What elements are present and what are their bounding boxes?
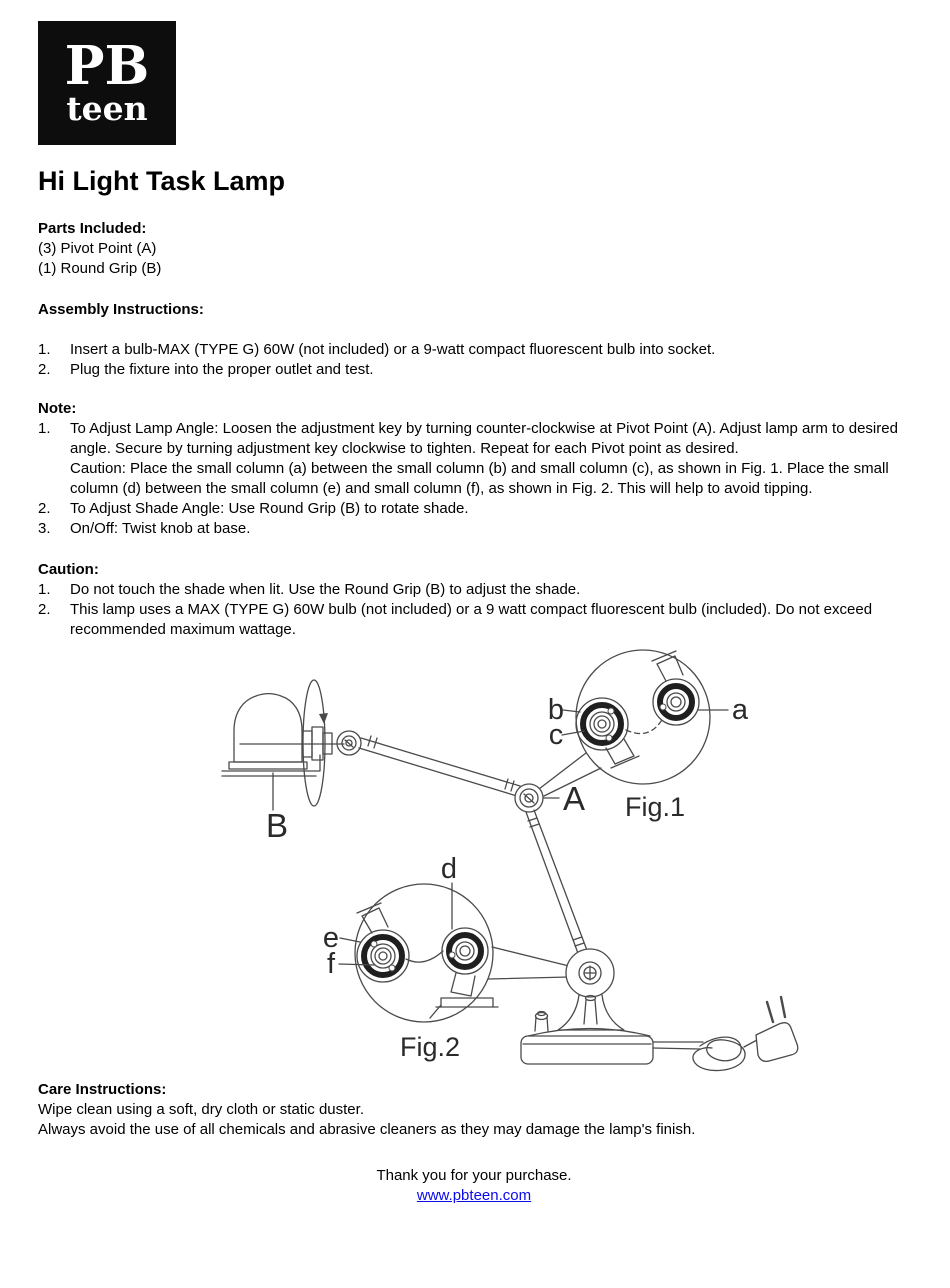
caution-heading: Caution:: [38, 561, 99, 578]
list-text: To Adjust Shade Angle: Use Round Grip (B) to rotate shade.: [70, 500, 469, 517]
note-item-text: To Adjust Lamp Angle: Loosen the adjustment key by turning counter-clockwise at Pivot Point (A). Adjust lamp arm to desired angle. Secure by turning adjustment key clockwise to tighten. Repeat for each Pivot point as desired.: [70, 420, 898, 457]
shade-plate: [229, 762, 307, 769]
fig2-callout: [339, 883, 569, 1022]
list-text: Insert a bulb-MAX (TYPE G) 60W (not included) or a 9-watt compact fluorescent bulb into socket.: [70, 341, 716, 358]
pbteen-link[interactable]: www.pbteen.com: [416, 1187, 532, 1204]
label-d: d: [440, 853, 458, 885]
page-title: Hi Light Task Lamp: [38, 166, 286, 196]
label-b: b: [547, 694, 565, 726]
logo-line-teen: teen: [66, 89, 148, 128]
label-f: f: [326, 948, 336, 980]
shade-dome: [234, 694, 302, 762]
fig1-caption: Fig.1: [624, 792, 686, 822]
list-text: This lamp uses a MAX (TYPE G) 60W bulb (not included) or a 9 watt compact fluorescent bulb (included). Do not exceed recommended maximum wattage.: [70, 601, 873, 638]
care-heading: Care Instructions:: [38, 1081, 167, 1098]
assembly-step: [38, 360, 910, 380]
list-number: 3.: [38, 520, 51, 537]
list-number: 2.: [38, 601, 51, 618]
label-A: A: [563, 780, 586, 817]
lamp-shade: [222, 680, 361, 810]
instruction-sheet: [0, 21, 950, 1288]
assembly-diagram: [38, 640, 910, 1078]
list-number: 1.: [38, 341, 51, 358]
note-heading: Note:: [38, 400, 77, 417]
label-a: a: [731, 694, 749, 726]
round-grip-disc: [303, 680, 325, 806]
power-plug: [756, 997, 798, 1061]
label-c: c: [548, 719, 564, 751]
base-plate: [521, 1036, 653, 1064]
power-cord: [653, 1037, 757, 1070]
lamp-line-drawing: [198, 640, 950, 1078]
parts-item: (1) Round Grip (B): [38, 260, 162, 277]
rotate-arrow-icon: [319, 713, 328, 724]
onoff-knob: [535, 1012, 548, 1032]
logo-line-pb: PB: [64, 35, 150, 97]
list-text: On/Off: Twist knob at base.: [70, 520, 251, 537]
label-e: e: [322, 922, 340, 954]
lamp-base: [521, 949, 798, 1071]
care-line: Always avoid the use of all chemicals and abrasive cleaners as they may damage the lamp's finish.: [38, 1121, 696, 1138]
lower-arm: [526, 810, 588, 956]
list-text: [70, 419, 910, 499]
label-b-line: [563, 710, 580, 712]
list-number: 1.: [38, 581, 51, 598]
label-c-line: [562, 731, 584, 735]
note-item: [38, 519, 910, 539]
list-number: 1.: [38, 420, 51, 437]
caution-item: [38, 600, 910, 640]
fig2-caption: Fig.2: [399, 1032, 461, 1062]
care-line: Wipe clean using a soft, dry cloth or static duster.: [38, 1101, 364, 1118]
list-text: Plug the fixture into the proper outlet and test.: [70, 361, 374, 378]
list-number: 2.: [38, 361, 51, 378]
assembly-heading: Assembly Instructions:: [38, 301, 204, 318]
fig1-circle: [576, 650, 710, 784]
pivot-point-a: [515, 753, 601, 812]
fig1-callout: [562, 650, 728, 784]
note-item: [38, 499, 910, 519]
parts-heading: Parts Included:: [38, 220, 147, 237]
upper-arm: [359, 736, 520, 796]
pbteen-logo: [38, 21, 176, 145]
assembly-step: [38, 340, 910, 360]
list-number: 2.: [38, 500, 51, 517]
note-item-caution: Caution: Place the small column (a) between the small column (b) and small column (c), as shown in Fig. 1. Place the small column (d) between the small column (e) and small column (f), as shown in Fig. 2. This will help to avoid tipping.: [70, 460, 889, 497]
thanks-text: Thank you for your purchase.: [376, 1167, 572, 1184]
note-item: [38, 419, 910, 499]
parts-item: (3) Pivot Point (A): [38, 240, 157, 257]
label-B: B: [265, 807, 289, 844]
caution-item: [38, 580, 910, 600]
list-text: Do not touch the shade when lit. Use the Round Grip (B) to adjust the shade.: [70, 581, 581, 598]
